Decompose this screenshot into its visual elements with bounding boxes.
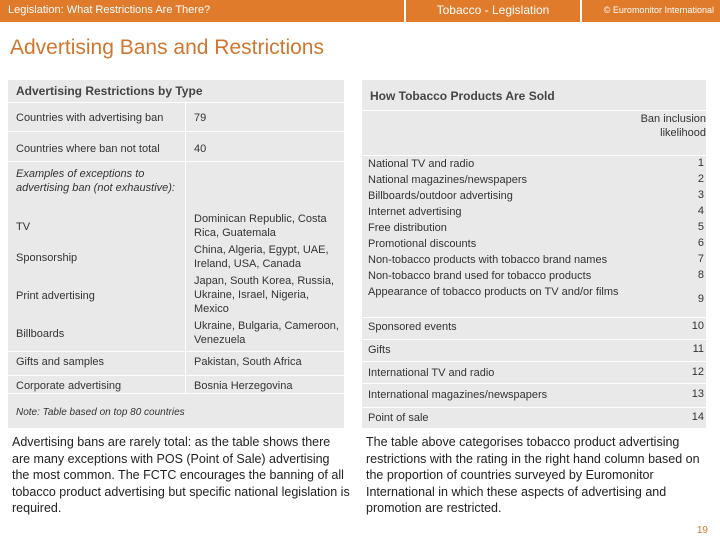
list-item: Non-tobacco products with tobacco brand names <box>368 254 608 266</box>
exception-countries: Japan, South Korea, Russia, Ukraine, Israel, Nigeria, Mexico <box>194 275 335 315</box>
exception-countries: Pakistan, South Africa <box>194 356 302 368</box>
list-item-rank: 4 <box>697 205 704 217</box>
exception-label: Billboards <box>16 328 65 340</box>
exception-countries: Ukraine, Bulgaria, Cameroon, Venezuela <box>194 320 339 346</box>
left-table-title: Advertising Restrictions by Type <box>16 84 203 98</box>
right-table-title: How Tobacco Products Are Sold <box>370 89 555 103</box>
brand-label: © Euromonitor International <box>603 5 714 15</box>
exception-label: Print advertising <box>16 290 95 302</box>
list-item-rank: 3 <box>697 189 704 201</box>
list-item: Non-tobacco brand used for tobacco products <box>368 270 592 282</box>
list-item: Point of sale <box>368 412 429 424</box>
left-paragraph: Advertising bans are rarely total: as the table shows there are many exceptions with POS (Point of Sale) advertising the most common. The FCTC encourages the banning of all tobacco product advertising but specific national legislation is required. <box>12 435 350 515</box>
examples-label: Examples of exceptions to advertising ban (not exhaustive): <box>16 168 175 194</box>
list-item: Sponsored events <box>368 321 457 333</box>
list-item-rank: 14 <box>691 411 704 423</box>
page-title: Advertising Bans and Restrictions <box>10 36 324 59</box>
list-item: Promotional discounts <box>368 238 477 250</box>
table-note: Note: Table based on top 80 countries <box>16 407 185 418</box>
exception-label: Gifts and samples <box>16 356 105 368</box>
page-number: 19 <box>696 525 708 536</box>
table-row-value: 40 <box>194 143 207 155</box>
list-item-rank: 7 <box>697 253 704 265</box>
list-item: Free distribution <box>368 222 447 234</box>
list-item: National magazines/newspapers <box>368 174 527 186</box>
header-section-bar <box>0 0 404 22</box>
list-item-rank: 1 <box>697 157 704 169</box>
list-item-rank: 12 <box>691 366 704 378</box>
list-item: International magazines/newspapers <box>368 389 548 401</box>
exception-countries: China, Algeria, Egypt, UAE, Ireland, USA, Canada <box>194 244 329 270</box>
table-row-label: Countries where ban not total <box>16 143 160 155</box>
right-table-header <box>362 80 706 110</box>
table-row-label: Countries with advertising ban <box>16 112 164 124</box>
exception-countries: Dominican Republic, Costa Rica, Guatemala <box>194 213 327 239</box>
list-item: Billboards/outdoor advertising <box>368 190 513 202</box>
list-item: International TV and radio <box>368 367 495 379</box>
list-item-rank: 5 <box>697 221 704 233</box>
header-section-title: Legislation: What Restrictions Are There? <box>8 4 211 16</box>
ban-likelihood-column-header: Ban inclusion likelihood <box>640 113 706 139</box>
exception-label: Corporate advertising <box>16 380 122 392</box>
list-item-rank: 10 <box>691 320 704 332</box>
list-item: Gifts <box>368 344 391 356</box>
list-item-rank: 8 <box>697 269 704 281</box>
advertising-restrictions-table <box>8 103 344 428</box>
left-table-header <box>8 80 344 102</box>
table-row-value: 79 <box>194 112 207 124</box>
exception-label: TV <box>16 221 31 233</box>
list-item-rank: 9 <box>697 293 704 305</box>
exception-label: Sponsorship <box>16 252 78 264</box>
list-item-rank: 6 <box>697 237 704 249</box>
list-item-rank: 11 <box>692 343 704 355</box>
header-center-bar <box>406 0 580 22</box>
list-item-rank: 13 <box>691 388 704 400</box>
exception-countries: Bosnia Herzegovina <box>194 380 293 392</box>
list-item: National TV and radio <box>368 158 475 170</box>
list-item-rank: 2 <box>697 173 704 185</box>
header-center-title: Tobacco - Legislation <box>436 3 550 17</box>
right-paragraph: The table above categorises tobacco product advertising restrictions with the rating in the right hand column based on the proportion of countries surveyed by Euromonitor International in which these aspects of advertising and promotion are restricted. <box>366 435 700 515</box>
list-item: Appearance of tobacco products on TV and/or films <box>368 286 619 298</box>
header-brand-bar <box>582 0 720 22</box>
list-item: Internet advertising <box>368 206 462 218</box>
